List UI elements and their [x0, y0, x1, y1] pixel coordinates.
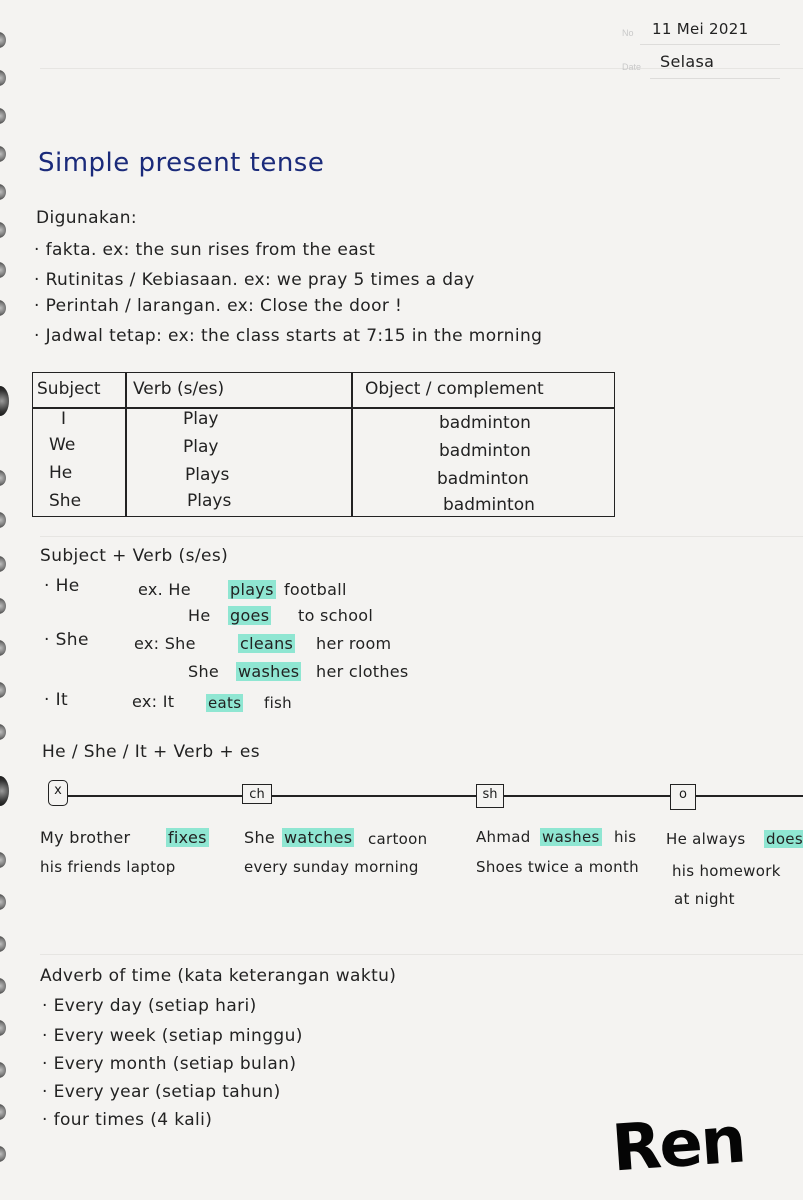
table-col-divider	[125, 373, 127, 516]
table-col-divider	[351, 373, 353, 516]
usage-heading: Digunakan:	[36, 208, 138, 228]
date-line	[650, 78, 780, 79]
binder-ring	[0, 1062, 6, 1078]
binder-ring	[0, 386, 9, 416]
binder-ring	[0, 470, 6, 486]
no-value: 11 Mei 2021	[652, 20, 749, 38]
es-example-3-cont: Shoes twice a month	[476, 858, 639, 876]
binder-ring	[0, 724, 6, 740]
ruled-line	[40, 954, 803, 955]
binder-ring	[0, 556, 6, 572]
date-label: Date	[622, 62, 642, 72]
binder-ring	[0, 222, 6, 238]
adverb-item: · Every week (setiap minggu)	[42, 1026, 303, 1046]
binder-ring	[0, 262, 6, 278]
binder-ring	[0, 32, 6, 48]
usage-item: · Rutinitas / Kebiasaan. ex: we pray 5 times a day	[34, 270, 475, 290]
she-example-subject: She	[188, 662, 220, 681]
es-example-3-rest: his	[614, 828, 637, 846]
verb-table	[32, 372, 615, 517]
table-cell-verb: Play	[183, 437, 219, 457]
it-example-rest: fish	[264, 694, 292, 712]
es-example-2: She	[244, 828, 276, 847]
es-example-1: My brother	[40, 828, 131, 847]
binder-ring	[0, 936, 6, 952]
adverb-heading: Adverb of time (kata keterangan waktu)	[40, 966, 397, 986]
table-cell-object: badminton	[439, 413, 531, 433]
table-header-divider	[33, 407, 614, 409]
date-value: Selasa	[660, 52, 715, 71]
es-example-3: Ahmad	[476, 828, 531, 846]
it-label: · It	[44, 690, 69, 710]
he-example-subject: He	[188, 606, 211, 625]
es-example-1-cont: his friends laptop	[40, 858, 176, 876]
binder-ring	[0, 70, 6, 86]
he-example-subject: ex. He	[138, 580, 191, 599]
adverb-item: · Every year (setiap tahun)	[42, 1082, 281, 1102]
page-title: Simple present tense	[38, 148, 325, 178]
table-header-verb: Verb (s/es)	[133, 379, 225, 399]
she-example-rest: her room	[316, 634, 392, 653]
binder-ring	[0, 640, 6, 656]
binder-ring	[0, 776, 9, 806]
adverb-item: · Every day (setiap hari)	[42, 996, 257, 1016]
timeline-marker-ch: ch	[242, 784, 272, 804]
she-verb-highlight: washes	[238, 662, 300, 681]
binder-ring	[0, 978, 6, 994]
binder-ring	[0, 146, 6, 162]
es-verb-highlight: washes	[542, 828, 600, 846]
table-header-subject: Subject	[37, 379, 101, 399]
timeline-marker-sh: sh	[476, 784, 504, 808]
binder-ring	[0, 598, 6, 614]
es-example-2-cont: every sunday morning	[244, 858, 419, 876]
timeline-marker-x: x	[48, 780, 68, 806]
binder-ring	[0, 894, 6, 910]
table-header-object: Object / complement	[365, 379, 544, 399]
es-verb-highlight: fixes	[168, 828, 207, 847]
he-verb-highlight: plays	[230, 580, 274, 599]
binder-ring	[0, 1146, 6, 1162]
binder-ring	[0, 184, 6, 200]
he-verb-highlight: goes	[230, 606, 270, 625]
es-rule-heading: He / She / It + Verb + es	[42, 742, 260, 762]
signature: Ren	[609, 1103, 747, 1187]
binder-ring	[0, 852, 6, 868]
table-cell-object: badminton	[439, 441, 531, 461]
she-example-subject: ex: She	[134, 634, 196, 653]
no-label: No	[622, 28, 634, 38]
es-example-2-rest: cartoon	[368, 830, 428, 848]
binder-ring	[0, 108, 6, 124]
table-cell-subject: He	[49, 463, 73, 483]
table-cell-object: badminton	[443, 495, 535, 515]
it-verb-highlight: eats	[208, 694, 242, 712]
she-verb-highlight: cleans	[240, 634, 294, 653]
binder-ring	[0, 1104, 6, 1120]
it-example-subject: ex: It	[132, 692, 175, 711]
table-cell-verb: Play	[183, 409, 219, 429]
es-example-4-cont: at night	[674, 890, 735, 908]
es-verb-highlight: watches	[284, 828, 353, 847]
binder-ring	[0, 300, 6, 316]
timeline-marker-o: o	[670, 784, 696, 810]
table-cell-subject: She	[49, 491, 82, 511]
adverb-item: · Every month (setiap bulan)	[42, 1054, 297, 1074]
table-cell-subject: We	[49, 435, 76, 455]
usage-item: · fakta. ex: the sun rises from the east	[34, 240, 376, 260]
es-example-4: He always	[666, 830, 746, 848]
table-cell-verb: Plays	[185, 465, 230, 485]
binder-ring	[0, 682, 6, 698]
es-verb-highlight: does	[766, 830, 803, 848]
she-example-rest: her clothes	[316, 662, 409, 681]
usage-item: · Perintah / larangan. ex: Close the door !	[34, 296, 403, 316]
he-example-rest: football	[284, 580, 347, 599]
binder-ring	[0, 1020, 6, 1036]
adverb-item: · four times (4 kali)	[42, 1110, 213, 1130]
she-label: · She	[44, 630, 89, 650]
he-label: · He	[44, 576, 80, 596]
ruled-line	[40, 536, 803, 537]
usage-item: · Jadwal tetap: ex: the class starts at 7:15 in the morning	[34, 326, 543, 346]
binder-ring	[0, 512, 6, 528]
table-cell-verb: Plays	[187, 491, 232, 511]
table-cell-subject: I	[61, 409, 67, 429]
table-cell-object: badminton	[437, 469, 529, 489]
es-example-4-cont: his homework	[672, 862, 781, 880]
no-line	[640, 44, 780, 45]
he-example-rest: to school	[298, 606, 374, 625]
subject-verb-heading: Subject + Verb (s/es)	[40, 546, 229, 566]
